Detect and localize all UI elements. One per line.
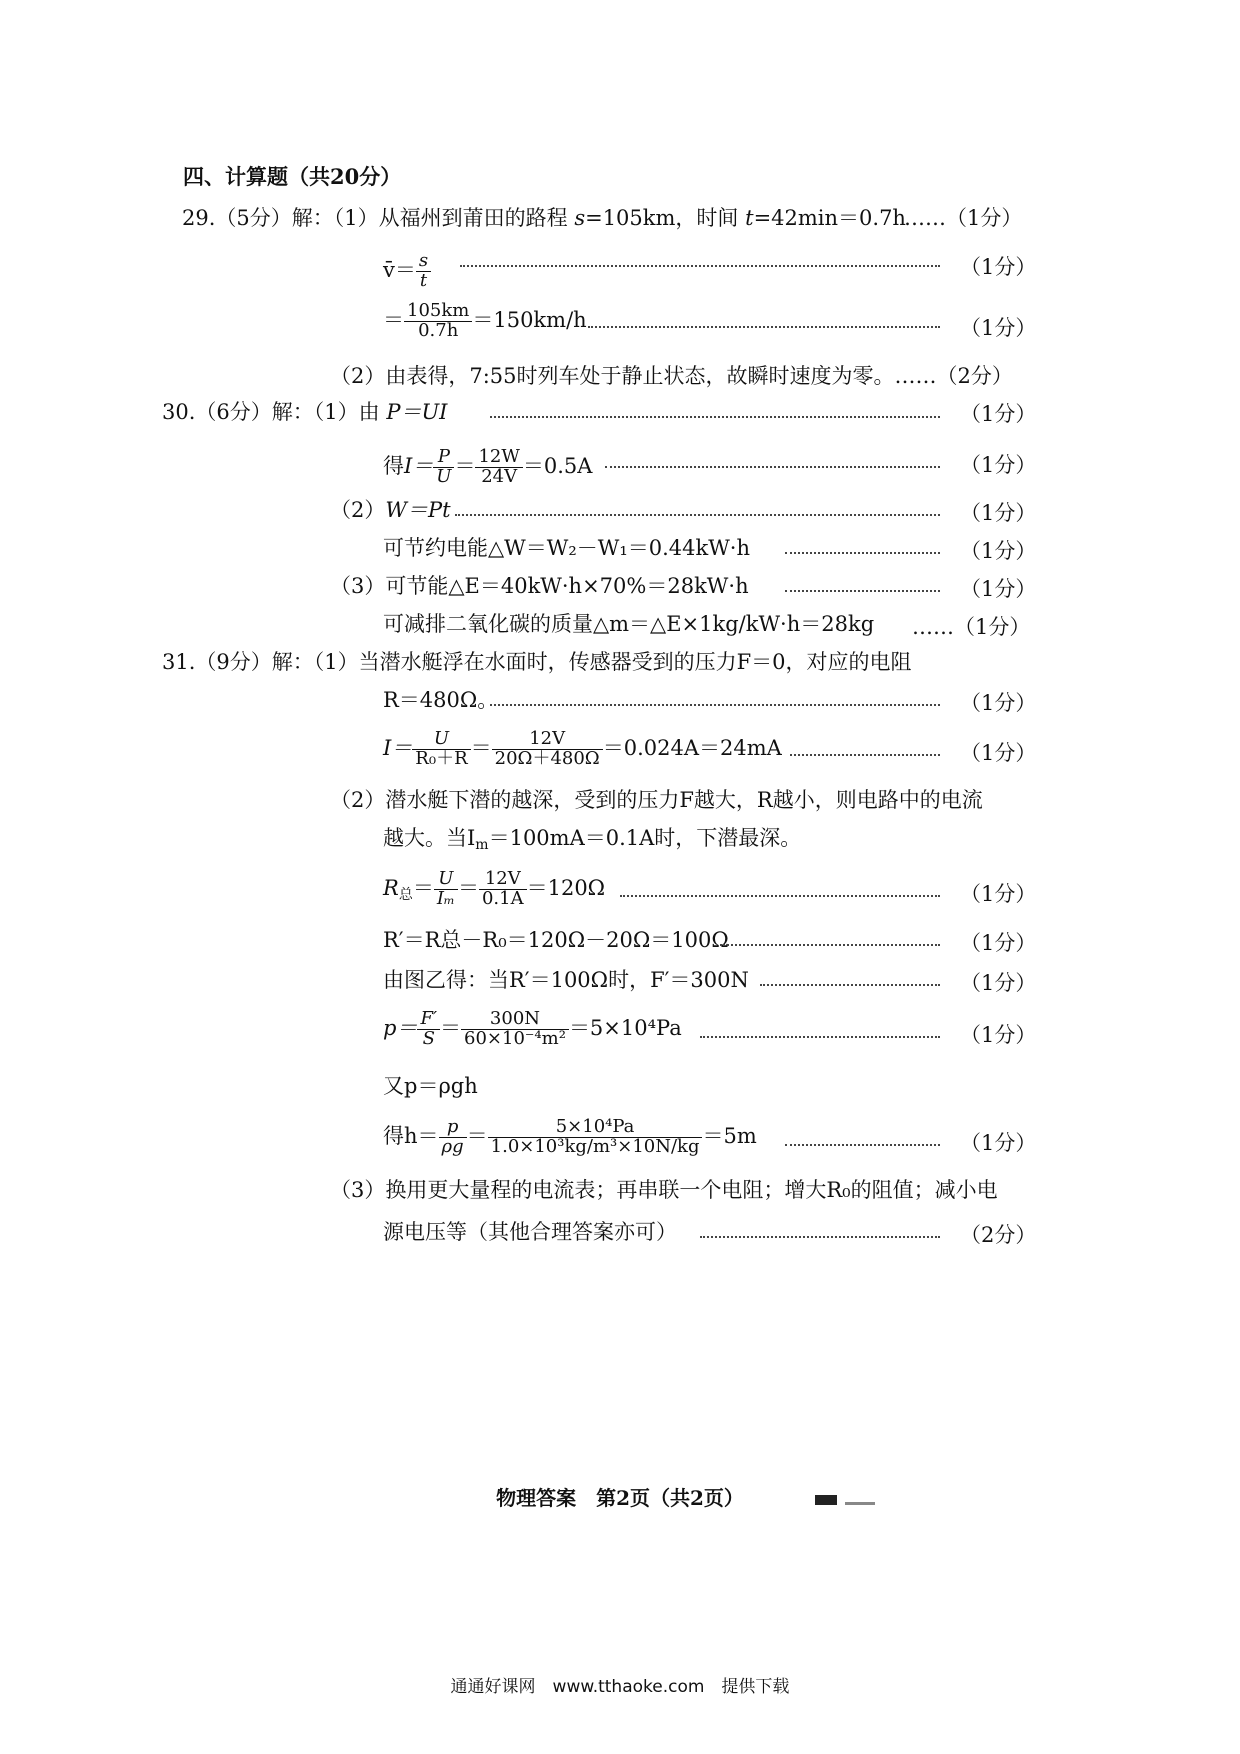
- leader-dots: [700, 1036, 940, 1038]
- frac-den: t: [419, 269, 428, 291]
- leader-dots: [490, 704, 940, 706]
- frac-num: 105km: [404, 302, 472, 322]
- q29-score-1: ……（1分）: [904, 206, 1023, 230]
- eq: ＝: [440, 1015, 462, 1040]
- frac-den: 60×10⁻⁴m²: [464, 1027, 566, 1049]
- q31-line-8: [383, 1118, 757, 1157]
- q30-line-3: [330, 500, 451, 521]
- q31-part-2-b: [383, 828, 801, 852]
- q31-score-9: （2分）: [960, 1223, 1037, 1247]
- sub: 总: [398, 886, 413, 903]
- q31-fraction-ui: [434, 870, 458, 909]
- q29-line-2: [383, 252, 431, 291]
- q29-var-t: t: [745, 206, 754, 230]
- q31-score-2: （1分）: [960, 741, 1037, 765]
- sub: m: [475, 837, 489, 853]
- q30-line-1: [162, 402, 447, 423]
- q31-part-3-a: （3）换用更大量程的电流表；再串联一个电阻；增大R₀的阻值；减小电: [330, 1178, 998, 1202]
- text: ＝100mA＝0.1A时，下潜最深。: [488, 826, 802, 850]
- source-line: 通通好课网 www.tthaoke.com 提供下载: [450, 1677, 790, 1697]
- var: R: [383, 875, 399, 900]
- q29-vbar: v̄＝: [383, 257, 416, 282]
- section-title: 四、计算题（共20分）: [183, 164, 402, 189]
- q30-line-6: 可减排二氧化碳的质量△m＝△E×1kg/kW·h＝28kg: [383, 612, 875, 636]
- leader-dots: [460, 265, 940, 267]
- q31-score-5: （1分）: [960, 971, 1037, 995]
- q30-score-6: ……（1分）: [912, 615, 1031, 639]
- q31-score-6: （1分）: [960, 1023, 1037, 1047]
- q30-line-5: [330, 576, 749, 597]
- q31-line-5: 由图乙得：当R′＝100Ω时，F′＝300N: [383, 968, 749, 992]
- q31-line-2: [383, 730, 782, 769]
- frac-num: 12V: [479, 870, 527, 890]
- q31-fraction-values: [492, 730, 603, 769]
- text: 可节能△E＝40kW·h×70%＝28kW·h: [385, 574, 749, 598]
- q30-line-2: [383, 448, 592, 487]
- q29-distance-text: =105km，时间: [585, 206, 739, 230]
- q31-line-6: [383, 1010, 682, 1049]
- frac-den: 20Ω＋480Ω: [494, 747, 600, 769]
- frac-num: 12W: [475, 448, 522, 468]
- pre: 得h＝: [383, 1123, 439, 1148]
- var: I＝: [383, 735, 413, 760]
- pre: 得: [383, 453, 404, 478]
- q31-fraction-pressure: [461, 1010, 569, 1049]
- frac-den: ρg: [441, 1135, 464, 1157]
- leader-dots: [785, 552, 940, 554]
- q31-current-result: ＝0.024A＝24mA: [602, 735, 782, 760]
- q31-total-resistance: ＝120Ω: [526, 875, 606, 900]
- q30-score-2: （1分）: [960, 453, 1037, 477]
- leader-dots: [455, 514, 940, 516]
- q29-line-1: [182, 208, 906, 229]
- frac-num: U: [433, 728, 450, 749]
- q29-head: 29.（5分）解：（1）从福州到莆田的路程: [182, 206, 568, 230]
- q31-fraction-ur: [412, 730, 470, 769]
- q31-depth-result: ＝5m: [702, 1123, 757, 1148]
- q30-power-formula: P＝UI: [386, 400, 448, 424]
- q31-score-4: （1分）: [960, 931, 1037, 955]
- q29-fraction-st: [416, 252, 431, 291]
- frac-num: p: [446, 1116, 459, 1137]
- frac-den: Iₘ: [436, 887, 455, 909]
- frac-den: 24V: [481, 465, 518, 487]
- q31-score-8: （1分）: [960, 1131, 1037, 1155]
- frac-num: F′: [420, 1008, 438, 1029]
- q30-score-5: （1分）: [960, 577, 1037, 601]
- leader-dots: [785, 1144, 940, 1146]
- scan-smudge: [815, 1495, 837, 1505]
- q30-energy-formula: W＝Pt: [385, 498, 451, 522]
- frac-num: 300N: [461, 1010, 569, 1030]
- eq: ＝: [457, 875, 479, 900]
- eq: ＝: [470, 735, 492, 760]
- leader-dots: [700, 1236, 940, 1238]
- q30-score-1: （1分）: [960, 402, 1037, 426]
- eq: ＝: [454, 453, 476, 478]
- frac-num: P: [437, 446, 450, 467]
- q29-speed-result: ＝150km/h: [472, 307, 587, 332]
- eq: ＝: [412, 875, 434, 900]
- q31-score-1: （1分）: [960, 691, 1037, 715]
- q30-score-4: （1分）: [960, 539, 1037, 563]
- frac-den: U: [436, 465, 452, 487]
- frac-num: 5×10⁴Pa: [488, 1118, 703, 1138]
- q29-fraction-speed: [404, 302, 472, 341]
- q31-part-2-a: （2）潜水艇下潜的越深，受到的压力F越大，R越小，则电路中的电流: [330, 788, 983, 812]
- q31-line-7: 又p＝ρgh: [383, 1074, 478, 1098]
- eq: ＝: [383, 307, 404, 332]
- leader-dots: [720, 944, 940, 946]
- q31-head: 31.（9分）解：（1）当潜水艇浮在水面时，传感器受到的压力F＝0，对应的电阻: [162, 650, 912, 674]
- q30-head: 30.（6分）解：（1）由: [162, 400, 380, 424]
- q31-line-1: R＝480Ω。: [383, 688, 499, 712]
- label: （3）: [330, 574, 386, 598]
- leader-dots: [760, 984, 940, 986]
- q31-fraction-depth: [488, 1118, 703, 1157]
- frac-den: 1.0×10³kg/m³×10N/kg: [490, 1135, 700, 1157]
- q31-fraction-fs: [417, 1010, 440, 1049]
- scan-smudge: [845, 1502, 875, 1505]
- label: （2）: [330, 498, 386, 522]
- q30-score-3: （1分）: [960, 501, 1037, 525]
- q31-part-3-b: 源电压等（其他合理答案亦可）: [383, 1220, 677, 1244]
- q31-fraction-resistance: [479, 870, 527, 909]
- leader-dots: [620, 895, 940, 897]
- leader-dots: [605, 466, 940, 468]
- q29-var-s: s: [574, 206, 586, 230]
- q30-current-result: ＝0.5A: [522, 453, 593, 478]
- frac-den: R₀＋R: [415, 747, 468, 769]
- var: I＝: [404, 453, 434, 478]
- q30-line-4: 可节约电能△W＝W₂－W₁＝0.44kW·h: [383, 536, 751, 560]
- leader-dots: [588, 326, 940, 328]
- q31-score-3: （1分）: [960, 882, 1037, 906]
- eq: ＝: [466, 1123, 488, 1148]
- leader-dots: [790, 754, 940, 756]
- page-footer: 物理答案 第2页（共2页）: [496, 1486, 744, 1510]
- frac-num: U: [438, 868, 454, 889]
- frac-num: s: [418, 250, 429, 271]
- leader-dots: [785, 590, 940, 592]
- var: p＝: [383, 1015, 418, 1040]
- q31-line-4: R′＝R总－R₀＝120Ω－20Ω＝100Ω: [383, 928, 729, 952]
- q31-fraction-p-rhog: [439, 1118, 467, 1157]
- frac-den: 0.1A: [481, 887, 524, 909]
- q29-part-2: （2）由表得，7:55时列车处于静止状态，故瞬时速度为零。……（2分）: [330, 364, 1013, 388]
- leader-dots: [490, 416, 940, 418]
- frac-den: S: [422, 1027, 435, 1049]
- q29-line-3: [383, 302, 587, 341]
- q31-line-3: [383, 870, 605, 909]
- frac-num: 12V: [492, 730, 603, 750]
- frac-den: 0.7h: [418, 319, 459, 341]
- q29-score-3: （1分）: [960, 316, 1037, 340]
- text: 越大。当I: [383, 826, 476, 850]
- q30-fraction-values: [475, 448, 522, 487]
- q31-pressure-result: ＝5×10⁴Pa: [568, 1015, 682, 1040]
- q29-score-2: （1分）: [960, 255, 1037, 279]
- q30-fraction-pu: [433, 448, 454, 487]
- q29-time-text: =42min＝0.7h: [753, 206, 906, 230]
